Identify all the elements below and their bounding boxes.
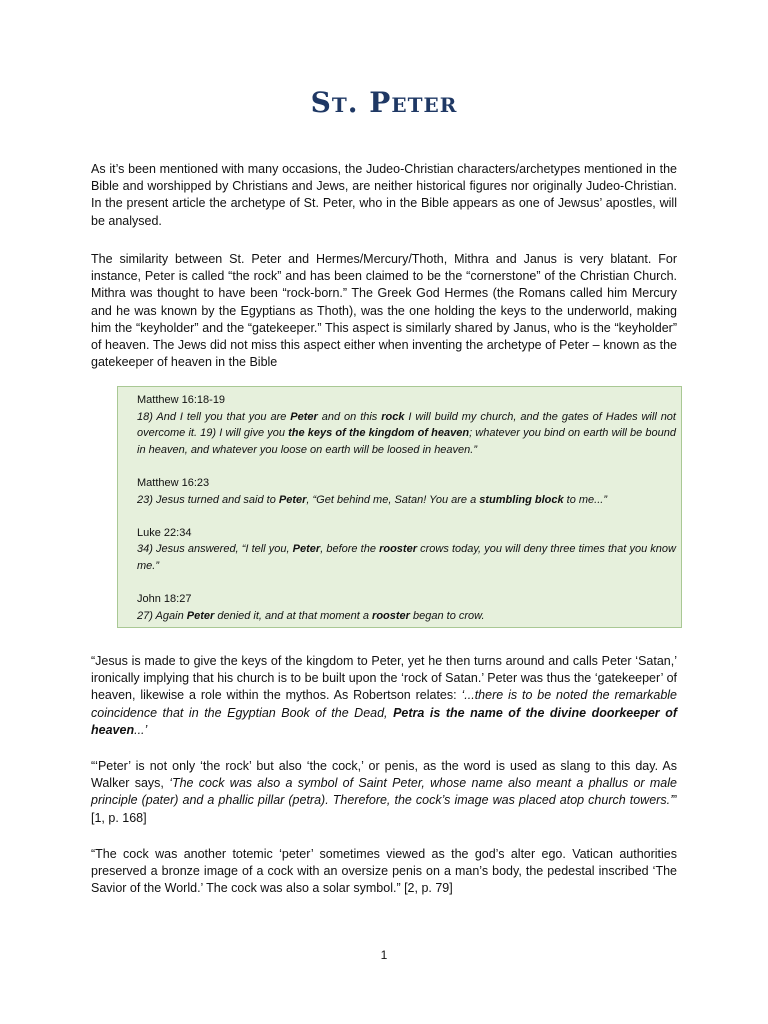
- quote-reference: Luke 22:34: [137, 526, 192, 539]
- quote-reference: John 18:27: [137, 593, 192, 606]
- walker-quote: ‘The cock was also a symbol of Saint Peter, whose name also meant a phallus or male principle (pater) and a phallic pillar (petra). Therefore, the cock’s image was placed atop church towers.’: [91, 776, 677, 808]
- keys-paragraph-text: “Jesus is made to give the keys of the kingdom to Peter, yet he then turns around and calls Peter ‘Satan,’ ironically implying that his church is to be built upon the ‘rock of Satan.’ Peter was thus the ‘gatekeeper’ of heaven, likewise a role within the mythos. As Robertson relates:: [91, 654, 677, 703]
- quote-verse: 23) Jesus turned and said to Peter, “Get behind me, Satan! You are a stumbling block to me...”: [137, 493, 608, 506]
- citation-1: ” [1, p. 168]: [91, 793, 677, 825]
- quote-verse: 27) Again Peter denied it, and at that moment a rooster began to crow.: [137, 609, 485, 622]
- quote-block: [137, 475, 676, 508]
- totemic-paragraph: “The cock was another totemic ‘peter’ sometimes viewed as the god’s alter ego. Vatican authorities preserved a bronze image of a cock with an oversize penis on a man’s body, the pedestal inscribed ‘The Savior of the World.’ The cock was also a solar symbol.” [2, p. 79]: [91, 847, 677, 896]
- quote-verse: 34) Jesus answered, “I tell you, Peter, before the rooster crows today, you will deny three times that you know me.”: [137, 543, 676, 572]
- intro-paragraph: As it’s been mentioned with many occasions, the Judeo-Christian characters/archetypes mentioned in the Bible and worshipped by Christians and Jews, are neither historical figures nor originally Judeo-Christian. In the present article the archetype of St. Peter, who in the Bible appears as one of Jewsus’ apostles, will be analysed.: [91, 162, 677, 228]
- quote-block: [137, 392, 676, 458]
- quote-block: [137, 591, 676, 624]
- quote-verse: 18) And I tell you that you are Peter and on this rock I will build my church, and the gates of Hades will not overcome it. 19) I will give you the keys of the kingdom of heaven; whatever you bind on earth will be bound in heaven, and whatever you loose on earth will be loosed in heaven.”: [137, 410, 676, 456]
- quote-reference: Matthew 16:18-19: [137, 394, 226, 406]
- cock-paragraph: [91, 758, 677, 827]
- page-number: 1: [380, 948, 388, 962]
- quote-block: [137, 525, 676, 575]
- keys-paragraph: [91, 653, 677, 739]
- quote-reference: Matthew 16:23: [137, 476, 210, 489]
- robertson-quote: ‘...there is to be noted the remarkable coincidence that in the Egyptian Book of the Dead, Petra is the name of the divine doorkeeper of heaven...’: [91, 688, 677, 737]
- similarity-paragraph: The similarity between St. Peter and Hermes/Mercury/Thoth, Mithra and Janus is very blatant. For instance, Peter is called “the rock” and has been claimed to be the “cornerstone” of the Christian Church. Mithra was thought to have been “rock-born.” The Greek God Hermes (the Romans called him Mercury and he was known by the Egyptians as Thoth), was the one holding the keys to the underworld, making him the “keyholder” and the “gatekeeper.” This aspect is similarly shared by Janus, who is the “keyholder” of heaven. The Jews did not miss this aspect either when inventing the archetype of Peter – known as the gatekeeper of heaven in the Bible: [91, 252, 677, 370]
- page-title: St. Peter: [310, 86, 458, 119]
- scripture-quote-box: [117, 386, 682, 628]
- cock-paragraph-text: “‘Peter’ is not only ‘the rock’ but also ‘the cock,’ or penis, as the word is used as slang to this day. As Walker says,: [91, 759, 677, 791]
